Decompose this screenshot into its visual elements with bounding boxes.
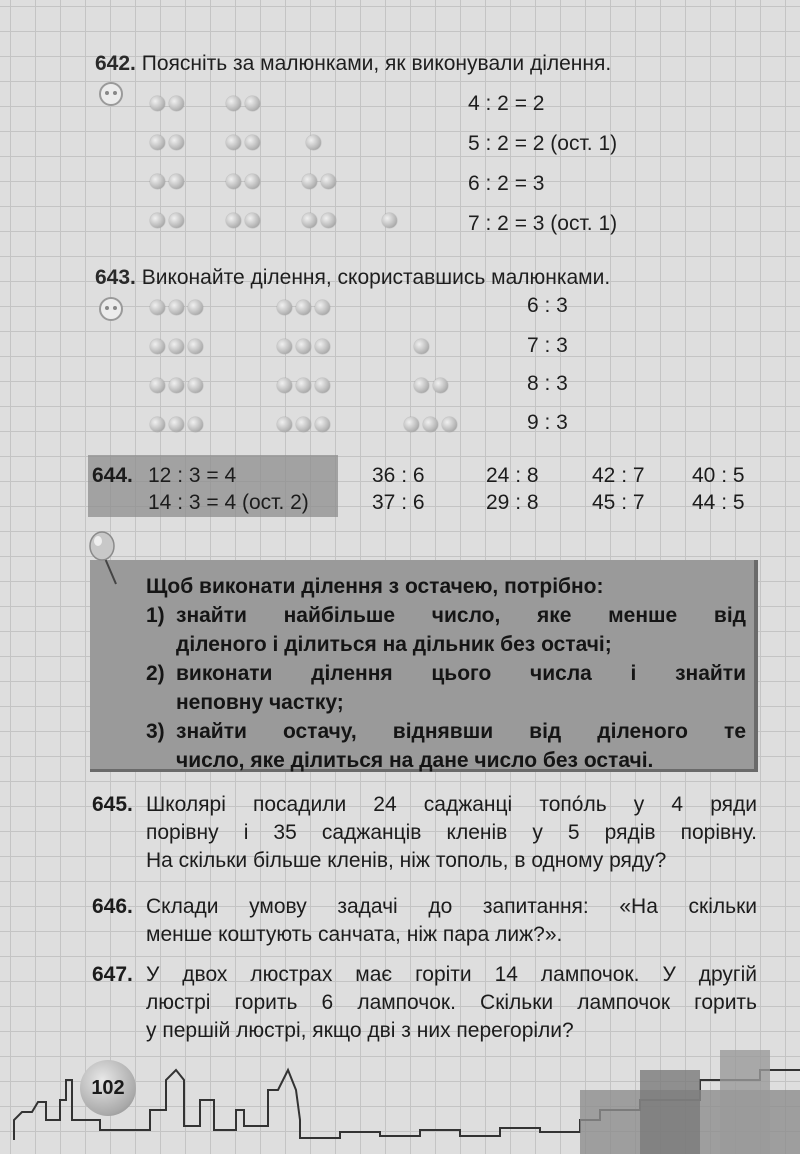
- counter-dot: [277, 378, 292, 393]
- counter-dot: [296, 378, 311, 393]
- discussion-icon: [96, 80, 126, 108]
- text-line: менше коштують санчата, ніж пара лиж?».: [146, 923, 563, 946]
- counter-dot: [150, 300, 165, 315]
- counter-dot: [188, 417, 203, 432]
- counter-dot: [315, 378, 330, 393]
- page-number-badge: 102: [80, 1060, 136, 1116]
- counter-dot: [404, 417, 419, 432]
- counter-dot: [150, 174, 165, 189]
- counter-dot: [245, 174, 260, 189]
- counter-dot: [277, 300, 292, 315]
- exercise-644-column: [372, 462, 425, 516]
- counter-dot: [226, 135, 241, 150]
- exercise-644-column: [692, 462, 745, 516]
- text-line: порівну і 35 саджанців кленів у 5 рядів порівну.: [146, 821, 757, 844]
- pushpin-icon: [86, 528, 126, 588]
- counter-dot: [150, 339, 165, 354]
- rule-item-continuation: діленого і ділиться на дільник без остачі;: [176, 633, 612, 656]
- expression: 40 : 5: [692, 464, 745, 487]
- exercise-642-heading: [95, 50, 611, 78]
- exercise-644-example-column: [148, 462, 309, 516]
- expression: 37 : 6: [372, 491, 425, 514]
- rule-heading: Щоб виконати ділення з остачею, потрібно:: [146, 575, 604, 598]
- counter-dot: [188, 378, 203, 393]
- text-line: У двох люстрах має горіти 14 лампочок. У другій: [146, 963, 757, 986]
- counter-dot: [277, 417, 292, 432]
- exercise-644-number: 644.: [92, 464, 133, 487]
- counter-dot: [315, 417, 330, 432]
- counter-dot: [245, 213, 260, 228]
- counter-dot: [302, 213, 317, 228]
- example-expression: 14 : 3 = 4 (ост. 2): [148, 491, 309, 514]
- rule-item: 3) знайти остачу, віднявши від діленого те: [146, 720, 746, 743]
- exercise-642-number: 642.: [95, 52, 136, 75]
- counter-dot: [169, 378, 184, 393]
- counter-dot: [245, 135, 260, 150]
- counter-dot: [245, 96, 260, 111]
- counter-dot: [169, 417, 184, 432]
- counter-dot: [296, 417, 311, 432]
- exercise-645-number: 645.: [92, 793, 133, 816]
- equation: 6 : 2 = 3: [468, 172, 545, 195]
- counter-dot: [442, 417, 457, 432]
- counter-dot: [321, 213, 336, 228]
- exercise-643-number: 643.: [95, 266, 136, 289]
- text-line: На скільки більше кленів, ніж тополь, в одному ряду?: [146, 849, 667, 872]
- counter-dot: [302, 174, 317, 189]
- counter-dot: [150, 135, 165, 150]
- text-line: Склади умову задачі до запитання: «На скільки: [146, 895, 757, 918]
- exercise-645: [92, 791, 757, 875]
- counter-dot: [321, 174, 336, 189]
- counter-dot: [226, 96, 241, 111]
- counter-dot: [150, 417, 165, 432]
- rule-item: 2) виконати ділення цього числа і знайти: [146, 662, 746, 685]
- counter-dot: [315, 300, 330, 315]
- counter-dot: [169, 213, 184, 228]
- rule-item: 1) знайти найбільше число, яке менше від: [146, 604, 746, 627]
- counter-dot: [169, 300, 184, 315]
- remainder-dot: [414, 378, 429, 393]
- counter-dot: [188, 300, 203, 315]
- counter-dot: [169, 339, 184, 354]
- remainder-dot: [382, 213, 397, 228]
- rule-text: [146, 572, 746, 775]
- exercise-643-text: Виконайте ділення, скориставшись малюнками.: [141, 266, 611, 289]
- exercise-644-column: [486, 462, 539, 516]
- discussion-icon: [96, 295, 126, 323]
- counter-dot: [296, 300, 311, 315]
- example-expression: 12 : 3 = 4: [148, 464, 237, 487]
- remainder-dot: [433, 378, 448, 393]
- counter-dot: [169, 174, 184, 189]
- counter-dot: [188, 339, 203, 354]
- expression: 36 : 6: [372, 464, 425, 487]
- counter-dot: [277, 339, 292, 354]
- expression: 42 : 7: [592, 464, 645, 487]
- remainder-dot: [306, 135, 321, 150]
- expression: 6 : 3: [527, 294, 568, 317]
- counter-dot: [296, 339, 311, 354]
- exercise-646: [92, 893, 757, 949]
- exercise-642-text: Поясніть за малюнками, як виконували ділення.: [141, 52, 612, 75]
- expression: 9 : 3: [527, 411, 568, 434]
- rule-item-continuation: число, яке ділиться на дане число без остачі.: [176, 749, 654, 772]
- equation: 4 : 2 = 2: [468, 92, 545, 115]
- expression: 8 : 3: [527, 372, 568, 395]
- counter-dot: [150, 213, 165, 228]
- counter-dot: [226, 174, 241, 189]
- counter-dot: [150, 96, 165, 111]
- counter-dot: [226, 213, 241, 228]
- equation: 5 : 2 = 2 (ост. 1): [468, 132, 618, 155]
- rule-item-continuation: неповну частку;: [176, 691, 344, 714]
- exercise-647-number: 647.: [92, 963, 133, 986]
- expression: 44 : 5: [692, 491, 745, 514]
- expression: 24 : 8: [486, 464, 539, 487]
- text-line: Школярі посадили 24 саджанці топо́ль у 4 ряди: [146, 793, 757, 816]
- equation: 7 : 2 = 3 (ост. 1): [468, 212, 618, 235]
- exercise-643-heading: [95, 264, 610, 292]
- exercise-646-number: 646.: [92, 895, 133, 918]
- counter-dot: [423, 417, 438, 432]
- counter-dot: [315, 339, 330, 354]
- exercise-644-column: [592, 462, 645, 516]
- expression: 29 : 8: [486, 491, 539, 514]
- remainder-dot: [414, 339, 429, 354]
- expression: 45 : 7: [592, 491, 645, 514]
- exercise-647: [92, 961, 757, 1045]
- counter-dot: [169, 135, 184, 150]
- expression: 7 : 3: [527, 334, 568, 357]
- text-line: люстрі горить 6 лампочок. Скільки лампочок горить: [146, 991, 757, 1014]
- text-line: у першій люстрі, якщо дві з них перегоріли?: [146, 1019, 574, 1042]
- counter-dot: [150, 378, 165, 393]
- counter-dot: [169, 96, 184, 111]
